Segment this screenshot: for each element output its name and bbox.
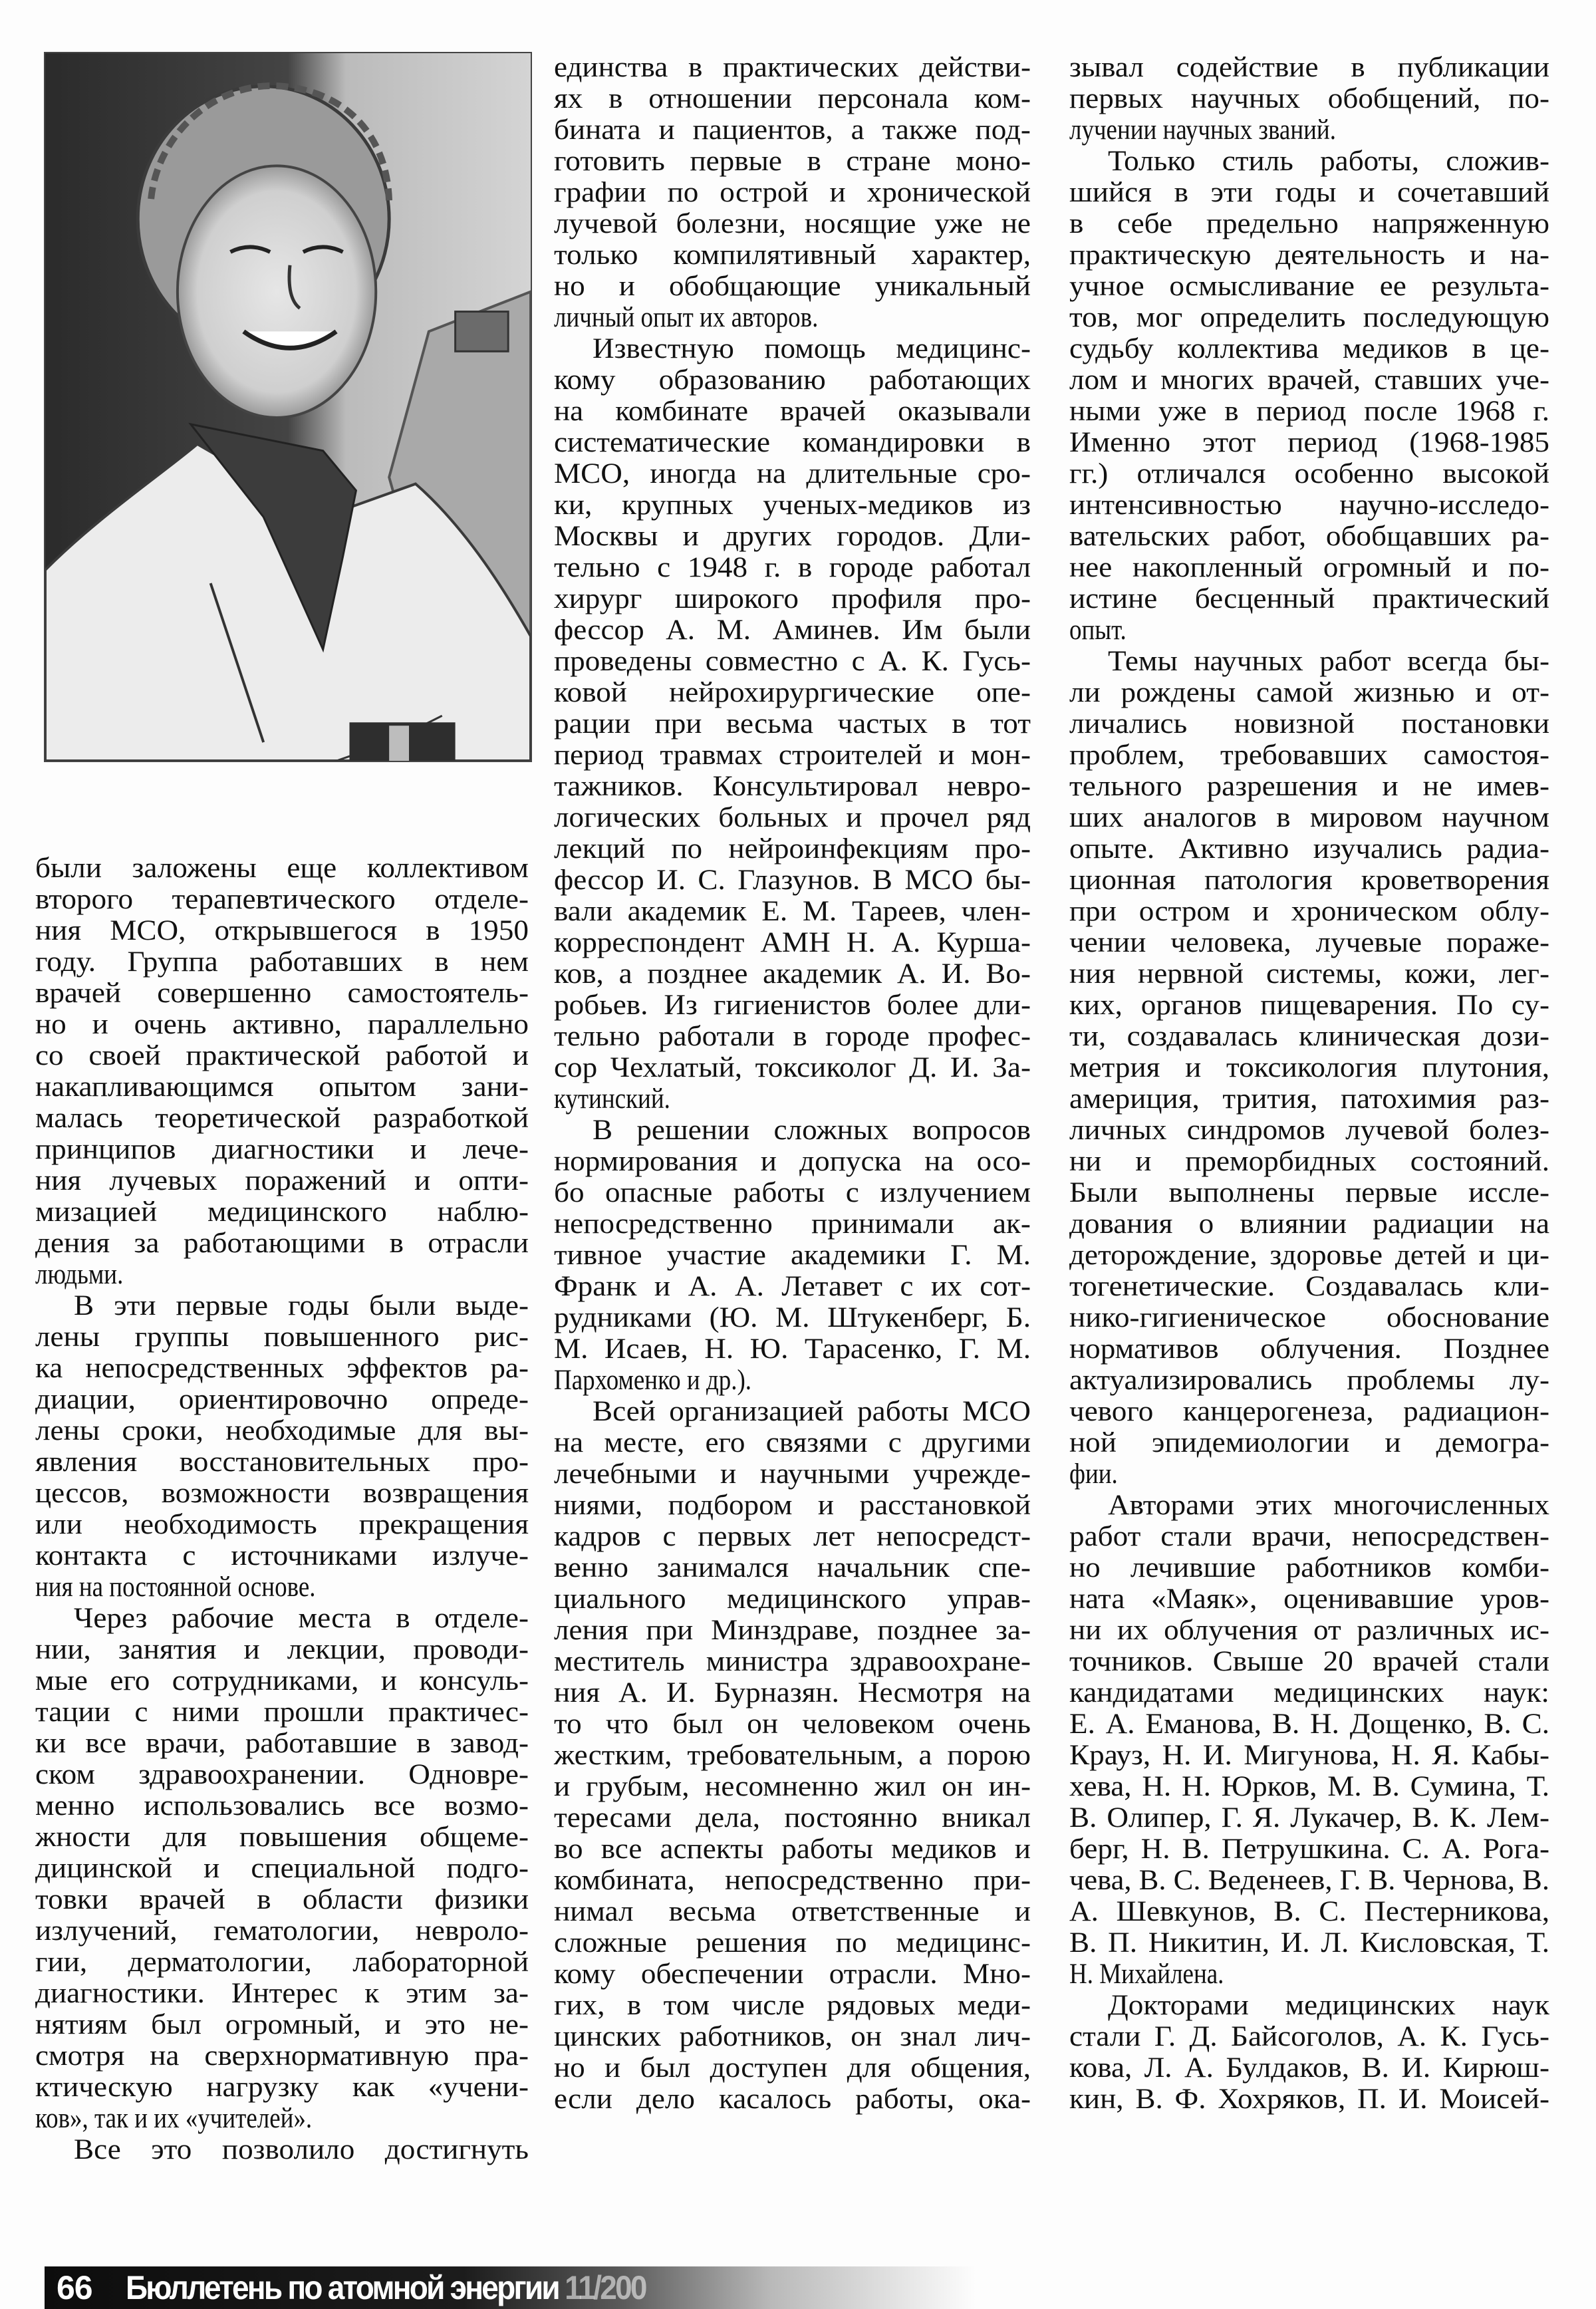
text-line: кин, В. Ф. Хохряков, П. И. Моисей- (1069, 2084, 1549, 2115)
text-line: мые его сотрудниками, и консуль- (35, 1665, 529, 1697)
text-line: диации, ориентировочно опреде- (35, 1384, 529, 1415)
text-line: ли рождены самой жизнью и от- (1069, 677, 1549, 708)
text-line: вали академик Е. М. Тареев, член- (554, 896, 1031, 927)
text-line: ких, органов пищеварения. По су- (1069, 990, 1549, 1021)
text-line: корреспондент АМН Н. А. Курша- (554, 927, 1031, 958)
text-line: ной эпидемиологии и демогра- (1069, 1427, 1549, 1458)
text-line: рудниками (Ю. М. Штукенберг, Б. (554, 1302, 1031, 1333)
text-line: ни их облучения от различных ис- (1069, 1615, 1549, 1646)
text-line: со своей практической работой и (35, 1040, 529, 1071)
text-line: графии по острой и хронической (554, 177, 1031, 208)
text-line: период травмах строителей и мон- (554, 740, 1031, 771)
text-line: ния нервной системы, кожи, лег- (1069, 958, 1549, 990)
text-line: А. Шевкунов, В. С. Пестерникова, (1069, 1896, 1549, 1927)
text-line: берг, Н. В. Петрушкина. С. А. Рога- (1069, 1834, 1549, 1865)
text-line: в себе предельно напряженную (1069, 208, 1549, 239)
text-line: Пархоменко и др.). (554, 1365, 752, 1396)
text-line: Только стиль работы, сложив- (1107, 146, 1549, 177)
text-line: непосредственно принимали ак- (554, 1208, 1031, 1240)
text-line: кадров с первых лет непосредст- (554, 1521, 1031, 1552)
text-line: работ стали врачи, непосредствен- (1069, 1521, 1549, 1552)
text-line: нимал весьма ответственные и (554, 1896, 1031, 1927)
text-line: цессов, возможности возвращения (35, 1478, 529, 1509)
text-line: кова, Л. А. Булдаков, В. И. Кирюш- (1069, 2052, 1549, 2084)
text-line: венно занимался начальник спе- (554, 1552, 1031, 1583)
text-line: Москвы и других городов. Дли- (554, 521, 1031, 552)
text-line: были заложены еще коллективом (35, 853, 529, 884)
text-line: МСО, иногда на длительные сро- (554, 458, 1031, 489)
text-line: фессор И. С. Глазунов. В МСО бы- (554, 865, 1031, 896)
text-line: истине бесценный практический (1069, 583, 1549, 614)
text-line: ления при Минздраве, позднее за- (554, 1615, 1031, 1646)
text-line: фессор А. М. Аминев. Им были (554, 614, 1031, 646)
page-number: 66 (57, 2269, 92, 2306)
portrait-photo-icon (45, 53, 531, 761)
text-line: но и был доступен для общения, (554, 2052, 1031, 2084)
text-column-left (35, 853, 529, 2165)
text-column-middle (554, 52, 1031, 2115)
text-line: М. Исаев, Н. Ю. Тарасенко, Г. М. (554, 1333, 1031, 1365)
text-line: Авторами этих многочисленных (1107, 1490, 1549, 1521)
text-line: во все аспекты работы медиков и (554, 1834, 1031, 1865)
text-line: врачей совершенно самостоятель- (35, 978, 529, 1009)
text-line: смотря на сверхнормативную пра- (35, 2040, 529, 2072)
text-line: ни и преморбидных состояний. (1069, 1146, 1549, 1177)
text-line: Докторами медицинских наук (1107, 1990, 1549, 2021)
text-line: тельного разрешения и не имев- (1069, 771, 1549, 802)
text-line: на месте, его связями с другими (554, 1427, 1031, 1458)
text-line: первых научных обобщений, по- (1069, 83, 1549, 114)
text-line: или необходимость прекращения (35, 1509, 529, 1540)
text-line: нии, занятия и лекции, проводи- (35, 1634, 529, 1665)
text-line: ционная патология кроветворения (1069, 865, 1549, 896)
text-line: Всей организацией работы МСО (592, 1396, 1031, 1427)
text-line: и грубым, несомненно жил он ин- (554, 1771, 1031, 1802)
text-line: ки все врачи, работавшие в завод- (35, 1728, 529, 1759)
text-line: тажников. Консультировал невро- (554, 771, 1031, 802)
text-line: лучевой болезни, носящие уже не (554, 208, 1031, 239)
text-line: второго терапевтического отделе- (35, 884, 529, 915)
text-line: лом и многих врачей, ставших уче- (1069, 364, 1549, 396)
text-line: вательских работ, обобщавших ра- (1069, 521, 1549, 552)
text-line: лены группы повышенного рис- (35, 1321, 529, 1353)
text-line: логических больных и прочел ряд (554, 802, 1031, 833)
text-line: если дело касалось работы, ока- (554, 2084, 1031, 2115)
text-line: явления восстановительных про- (35, 1446, 529, 1478)
text-line: Н. Михайлена. (1069, 1959, 1224, 1990)
text-line: В. П. Никитин, И. Л. Кисловская, Т. (1069, 1927, 1549, 1959)
text-line: Темы научных работ всегда бы- (1107, 646, 1549, 677)
text-line: менно использовались все возмо- (35, 1790, 529, 1822)
text-line: сложные решения по медицинс- (554, 1927, 1031, 1959)
text-line: Через рабочие места в отделе- (73, 1603, 529, 1634)
text-line: гии, дерматологии, лабораторной (35, 1947, 529, 1978)
text-line: чевого канцерогенеза, радиацион- (1069, 1396, 1549, 1427)
text-line: шийся в эти годы и сочетавший (1069, 177, 1549, 208)
text-line: бината и пациентов, а также под- (554, 114, 1031, 146)
text-line: Е. А. Еманова, В. Н. Дощенко, В. С. (1069, 1708, 1549, 1740)
text-line: то что был он человеком очень (554, 1708, 1031, 1740)
text-line: накапливающимся опытом зани- (35, 1071, 529, 1103)
text-line: сор Чехлатый, токсиколог Д. И. За- (554, 1052, 1031, 1083)
text-line: проведены совместно с А. К. Гусь- (554, 646, 1031, 677)
text-line: тивное участие академики Г. М. (554, 1240, 1031, 1271)
text-line: робьев. Из гигиенистов более дли- (554, 990, 1031, 1021)
text-line: но лечившие работников комби- (1069, 1552, 1549, 1583)
text-line: Именно этот период (1968-1985 (1069, 427, 1549, 458)
text-line: тов, мог определить последующую (1069, 302, 1549, 333)
text-line: дения за работающими в отрасли (35, 1228, 529, 1259)
text-line: гг.) отличался особенно высокой (1069, 458, 1549, 489)
text-line: ктическую нагрузку как «учени- (35, 2072, 529, 2103)
text-line: нико-гигиеническое обоснование (1069, 1302, 1549, 1333)
text-line: малась теоретической разработкой (35, 1103, 529, 1134)
text-line: Известную помощь медицинс- (592, 333, 1031, 364)
text-line: личались новизной постановки (1069, 708, 1549, 740)
text-line: цинских работников, он знал лич- (554, 2021, 1031, 2052)
text-line: нее накопленный огромный и по- (1069, 552, 1549, 583)
text-line: ната «Маяк», оценивавшие уров- (1069, 1583, 1549, 1615)
text-line: контакта с источниками излуче- (35, 1540, 529, 1571)
text-line: людьми. (35, 1259, 124, 1290)
text-line: кандидатами медицинских наук: (1069, 1677, 1549, 1708)
text-line: лены сроки, необходимые для вы- (35, 1415, 529, 1446)
text-line: дицинской и специальной подго- (35, 1853, 529, 1884)
journal-title (126, 2269, 646, 2306)
text-line: но и очень активно, параллельно (35, 1009, 529, 1040)
text-line: учное осмысливание ее результа- (1069, 271, 1549, 302)
text-line: ния МСО, открывшегося в 1950 (35, 915, 529, 946)
text-column-right (1069, 52, 1549, 2115)
text-line: личный опыт их авторов. (554, 302, 819, 333)
text-line: ших аналогов в мировом научном (1069, 802, 1549, 833)
text-line: Все это позволило достигнуть (73, 2134, 529, 2165)
text-line: дования о влиянии радиации на (1069, 1208, 1549, 1240)
text-line: В решении сложных вопросов (592, 1115, 1031, 1146)
text-line: судьбу коллектива медиков в це- (1069, 333, 1549, 364)
text-line: жестким, требовательным, а порою (554, 1740, 1031, 1771)
portrait-photo (44, 52, 532, 762)
text-line: хирург широкого профиля про- (554, 583, 1031, 614)
text-line: ском здравоохранении. Одновре- (35, 1759, 529, 1790)
text-line: при остром и хроническом облу- (1069, 896, 1549, 927)
text-line: ковой нейрохирургические опе- (554, 677, 1031, 708)
text-line: ков», так и их «учителей». (35, 2103, 313, 2134)
text-line: хева, Н. Н. Юрков, М. В. Сумина, Т. (1069, 1771, 1549, 1802)
text-line: лечебными и научными учрежде- (554, 1458, 1031, 1490)
text-line: Были выполнены первые иссле- (1069, 1177, 1549, 1208)
text-line: ния на постоянной основе. (35, 1571, 316, 1603)
text-line: диагностики. Интерес к этим за- (35, 1978, 529, 2009)
text-line: лучении научных званий. (1069, 114, 1336, 146)
text-line: кому обеспечении отрасли. Мно- (554, 1959, 1031, 1990)
text-line: ка непосредственных эффектов ра- (35, 1353, 529, 1384)
text-line: опыт. (1069, 614, 1127, 646)
text-line: зывал содействие в публикации (1069, 52, 1549, 83)
text-line: тельно с 1948 г. в городе работал (554, 552, 1031, 583)
text-line: ки, крупных ученых-медиков из (554, 489, 1031, 521)
text-line: тельно работали в городе профес- (554, 1021, 1031, 1052)
text-line: интенсивностью научно-исследо- (1069, 489, 1549, 521)
text-line: ти, создавалась клиническая дози- (1069, 1021, 1549, 1052)
text-line: комбината, непосредственно при- (554, 1865, 1031, 1896)
text-line: личных синдромов лучевой болез- (1069, 1115, 1549, 1146)
text-line: кому образованию работающих (554, 364, 1031, 396)
text-line: актуализировались проблемы лу- (1069, 1365, 1549, 1396)
text-line: кутинский. (554, 1083, 670, 1115)
text-line: В эти первые годы были выде- (73, 1290, 529, 1321)
text-line: жности для повышения общеме- (35, 1822, 529, 1853)
text-line: на комбинате врачей оказывали (554, 396, 1031, 427)
text-line: тации с ними прошли практичес- (35, 1697, 529, 1728)
text-line: точников. Свыше 20 врачей стали (1069, 1646, 1549, 1677)
text-line: принципов диагностики и лече- (35, 1134, 529, 1165)
text-line: мизацией медицинского наблю- (35, 1196, 529, 1228)
text-line: ях в отношении персонала ком- (554, 83, 1031, 114)
text-line: проблем, требовавших самостоя- (1069, 740, 1549, 771)
text-line: циального медицинского управ- (554, 1583, 1031, 1615)
text-line: ния лучевых поражений и опти- (35, 1165, 529, 1196)
text-line: ков, а позднее академик А. И. Во- (554, 958, 1031, 990)
text-line: гих, в том числе рядовых меди- (554, 1990, 1031, 2021)
text-line: ными уже в период после 1968 г. (1069, 396, 1549, 427)
text-line: году. Группа работавших в нем (35, 946, 529, 978)
text-line: тогенетические. Создавалась кли- (1069, 1271, 1549, 1302)
text-line: чении человека, лучевые пораже- (1069, 927, 1549, 958)
journal-title-text: Бюллетень по атомной энергии (126, 2269, 559, 2306)
text-line: ния А. И. Бурназян. Несмотря на (554, 1677, 1031, 1708)
page-footer-bar (45, 2266, 976, 2309)
text-line: тересами дела, постоянно вникал (554, 1802, 1031, 1834)
text-line: метрия и токсикология плутония, (1069, 1052, 1549, 1083)
text-line: излучений, гематологии, невроло- (35, 1915, 529, 1947)
text-line: нормирования и допуска на осо- (554, 1146, 1031, 1177)
text-line: но и обобщающие уникальный (554, 271, 1031, 302)
text-line: фии. (1069, 1458, 1118, 1490)
text-line: только компилятивный характер, (554, 239, 1031, 271)
text-line: стали Г. Д. Байсоголов, А. К. Гусь- (1069, 2021, 1549, 2052)
text-line: деторождение, здоровье детей и ци- (1069, 1240, 1549, 1271)
text-line: готовить первые в стране моно- (554, 146, 1031, 177)
text-line: бо опасные работы с излучением (554, 1177, 1031, 1208)
text-line: чева, В. С. Веденеев, Г. В. Чернова, В. (1069, 1865, 1549, 1896)
text-line: меститель министра здравоохране- (554, 1646, 1031, 1677)
text-line: систематические командировки в (554, 427, 1031, 458)
text-line: ниями, подбором и расстановкой (554, 1490, 1031, 1521)
text-line: опыте. Активно изучались радиа- (1069, 833, 1549, 865)
text-line: товки врачей в области физики (35, 1884, 529, 1915)
text-line: Франк и А. А. Летавет с их сот- (554, 1271, 1031, 1302)
text-line: В. Олипер, Г. Я. Лукачер, В. К. Лем- (1069, 1802, 1549, 1834)
text-line: лекций по нейроинфекциям про- (554, 833, 1031, 865)
text-line: Крауз, Н. И. Мигунова, Н. Я. Кабы- (1069, 1740, 1549, 1771)
text-line: нятиям был огромный, и это не- (35, 2009, 529, 2040)
issue-number: 11/200 (565, 2269, 646, 2306)
text-line: рации при весьма частых в тот (554, 708, 1031, 740)
text-line: америция, трития, патохимия раз- (1069, 1083, 1549, 1115)
text-line: нормативов облучения. Позднее (1069, 1333, 1549, 1365)
text-line: практическую деятельность и на- (1069, 239, 1549, 271)
text-line: единства в практических действи- (554, 52, 1031, 83)
